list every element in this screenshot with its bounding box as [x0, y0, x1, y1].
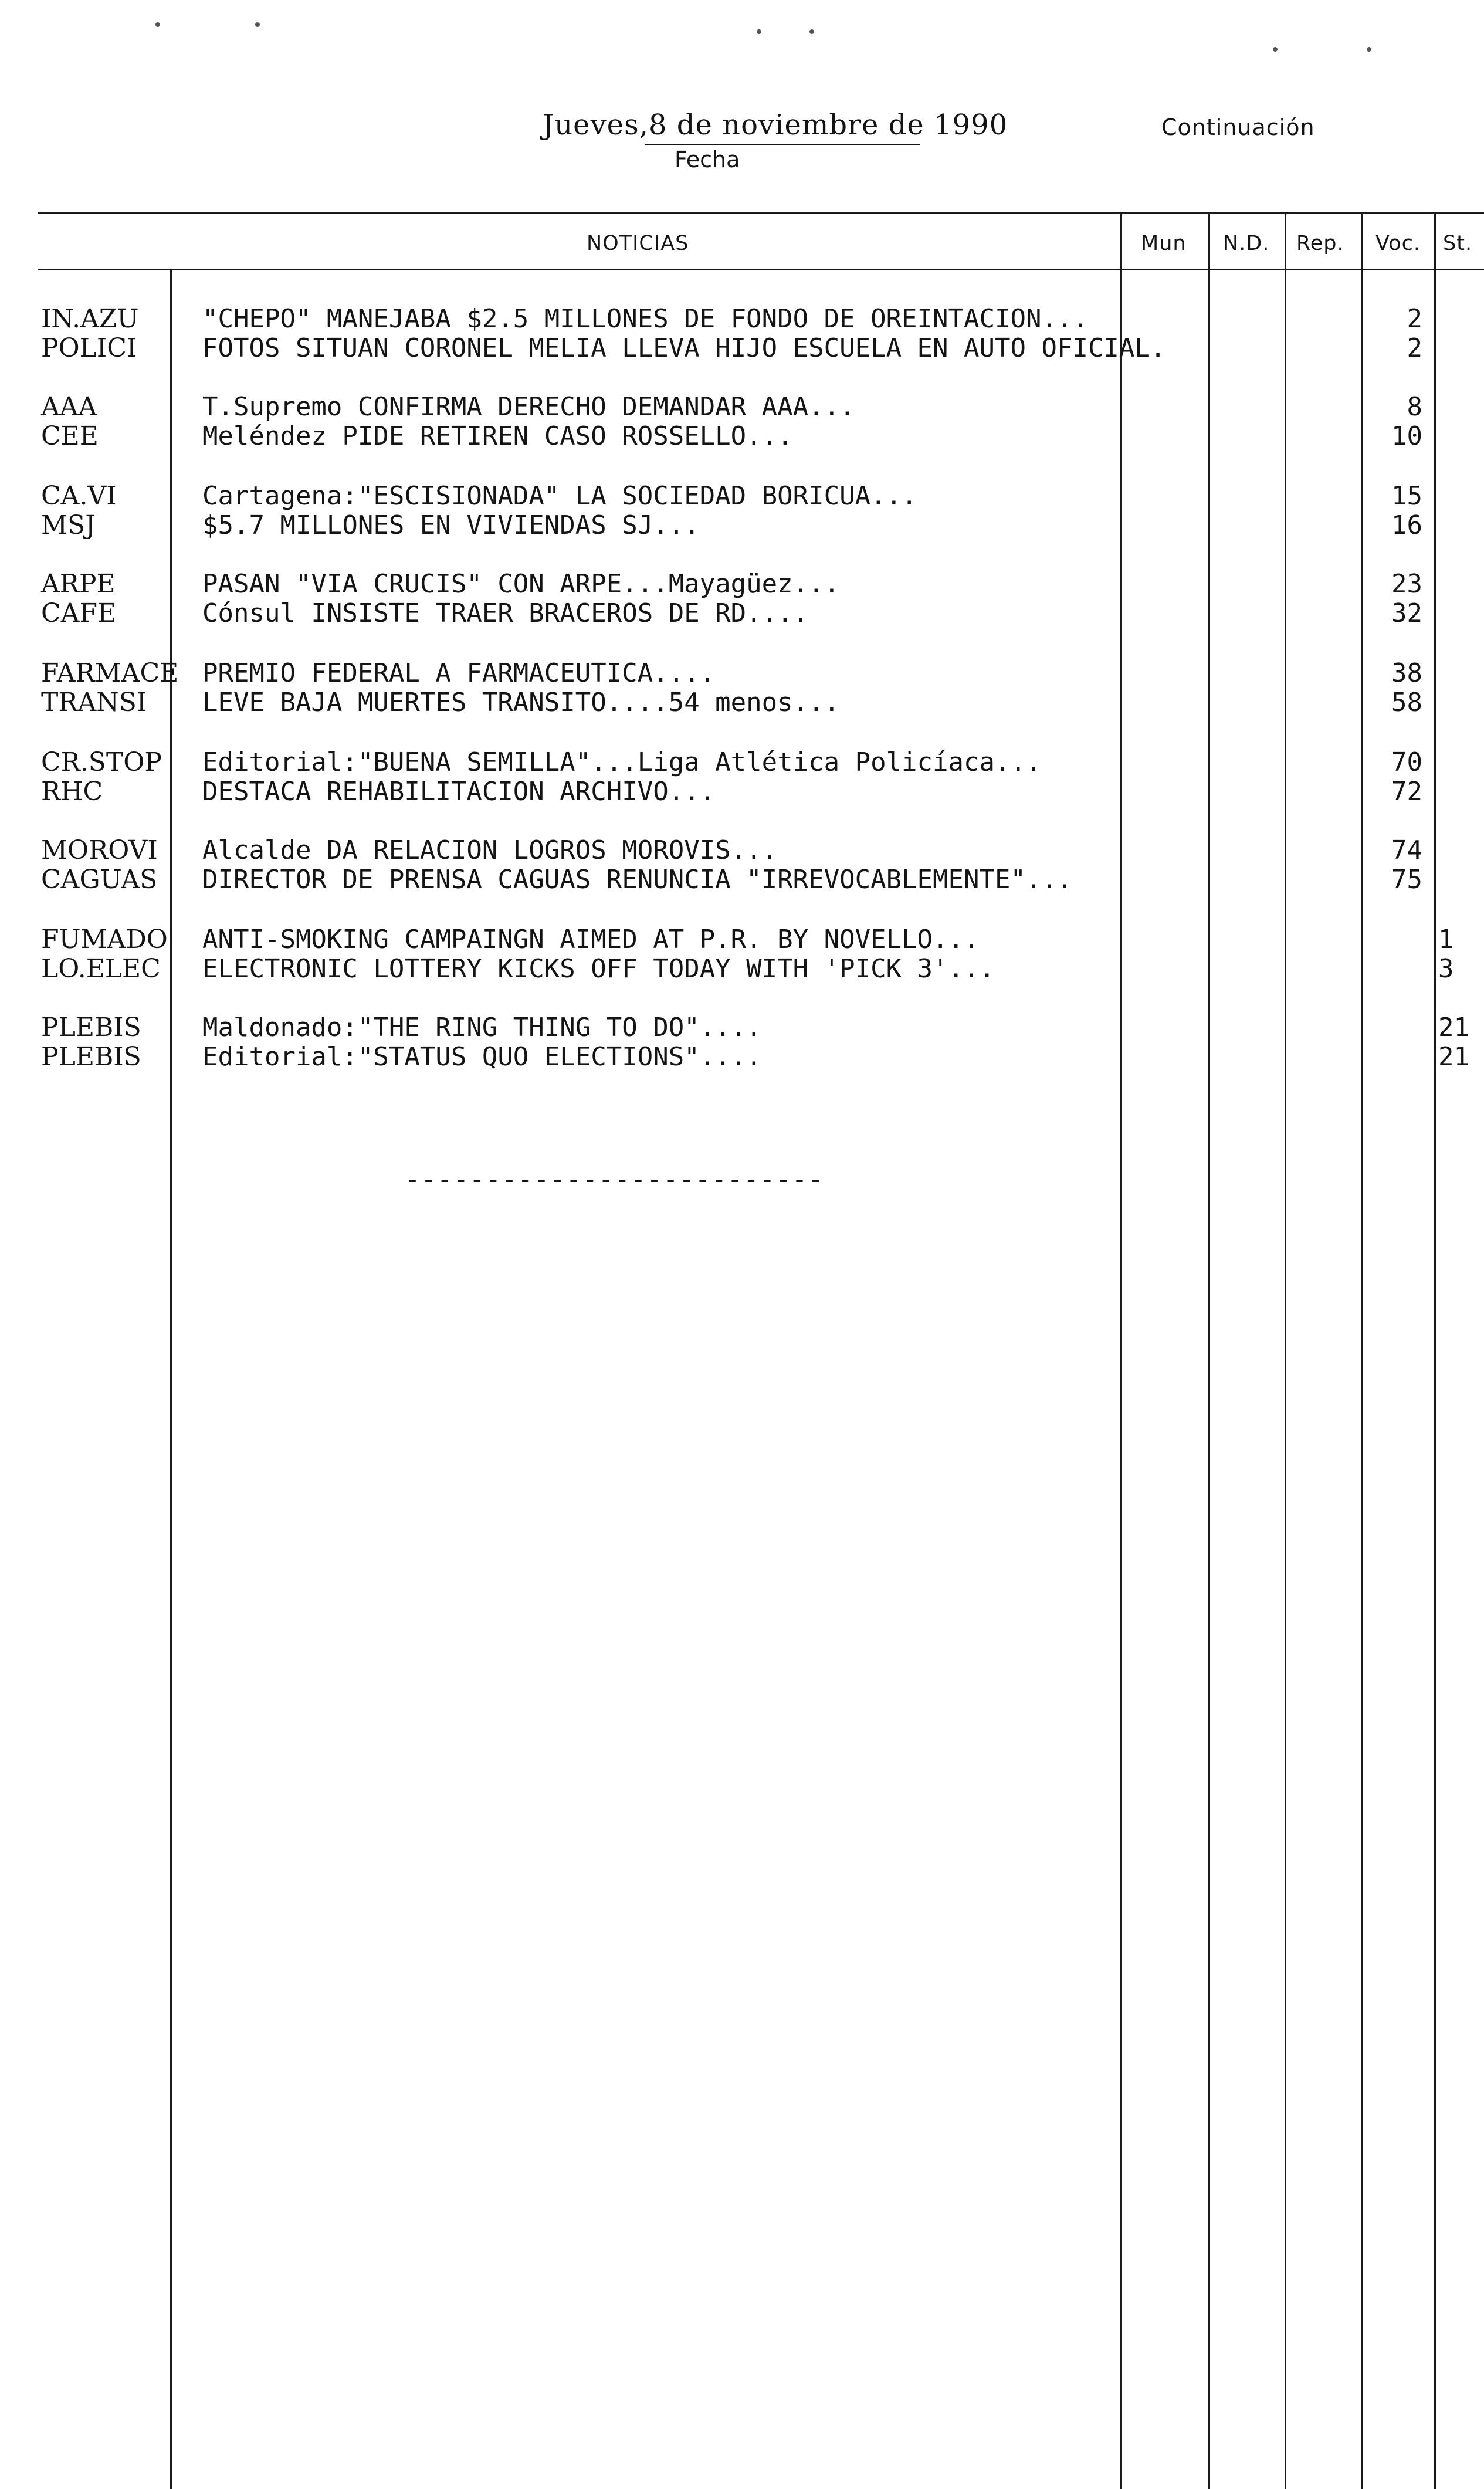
row-voc: 70 — [1391, 747, 1422, 777]
row-code: CAFE — [41, 598, 117, 628]
row-headline: Editorial:"STATUS QUO ELECTIONS".... — [202, 1042, 762, 1072]
scan-speck — [155, 22, 160, 27]
date-underline — [645, 144, 920, 145]
row-code: IN.AZU — [41, 304, 139, 334]
row-voc: 72 — [1391, 777, 1422, 807]
row-voc: 10 — [1391, 421, 1422, 451]
row-headline: Cartagena:"ESCISIONADA" LA SOCIEDAD BORICUA... — [202, 481, 917, 511]
row-st: 21 — [1438, 1012, 1469, 1042]
row-voc: 2 — [1407, 333, 1422, 363]
table-top-rule — [38, 212, 1484, 214]
row-code: PLEBIS — [41, 1012, 141, 1042]
date-line: Jueves,8 de noviembre de 1990 — [543, 109, 1008, 141]
rep-header: Rep. — [1296, 232, 1344, 255]
row-code: AAA — [41, 392, 97, 422]
scan-speck — [255, 22, 260, 27]
voc-header: Voc. — [1375, 232, 1421, 255]
voc-column-rule — [1361, 212, 1363, 2489]
row-headline: Alcalde DA RELACION LOGROS MOROVIS... — [202, 835, 778, 865]
row-code: TRANSI — [41, 688, 147, 717]
row-headline: FOTOS SITUAN CORONEL MELIA LLEVA HIJO ESCUELA EN AUTO OFICIAL. — [202, 333, 1166, 363]
row-voc: 2 — [1407, 304, 1422, 334]
row-code: PLEBIS — [41, 1042, 141, 1072]
row-voc: 16 — [1391, 510, 1422, 540]
row-voc: 75 — [1391, 865, 1422, 895]
row-code: CEE — [41, 421, 99, 451]
row-voc: 8 — [1407, 392, 1422, 422]
row-code: ARPE — [41, 569, 116, 599]
row-voc: 38 — [1391, 658, 1422, 688]
scan-speck — [809, 29, 814, 34]
row-code: MOROVI — [41, 835, 158, 865]
nd-column-rule — [1208, 212, 1210, 2489]
nd-header: N.D. — [1223, 232, 1270, 255]
st-header: St. — [1443, 232, 1473, 255]
continuation-label: Continuación — [1161, 114, 1315, 140]
row-headline: Cónsul INSISTE TRAER BRACEROS DE RD.... — [202, 598, 809, 628]
row-code: RHC — [41, 777, 103, 807]
row-voc: 15 — [1391, 481, 1422, 511]
row-code: LO.ELEC — [41, 954, 161, 984]
table-header-rule — [38, 269, 1484, 270]
row-code: CR.STOP — [41, 747, 162, 777]
row-st: 21 — [1438, 1042, 1469, 1072]
rep-column-rule — [1285, 212, 1286, 2489]
row-headline: ANTI-SMOKING CAMPAINGN AIMED AT P.R. BY NOVELLO... — [202, 925, 980, 954]
row-headline: ELECTRONIC LOTTERY KICKS OFF TODAY WITH 'PICK 3'... — [202, 954, 995, 984]
row-headline: "CHEPO" MANEJABA $2.5 MILLONES DE FONDO DE OREINTACION... — [202, 304, 1088, 334]
scan-speck — [757, 29, 761, 34]
noticias-header: NOTICIAS — [587, 232, 689, 255]
row-code: CA.VI — [41, 481, 117, 511]
row-headline: LEVE BAJA MUERTES TRANSITO....54 menos... — [202, 688, 840, 717]
row-headline: T.Supremo CONFIRMA DERECHO DEMANDAR AAA... — [202, 392, 855, 422]
row-voc: 58 — [1391, 688, 1422, 717]
end-separator: -------------------------- — [405, 1164, 824, 1194]
mun-header: Mun — [1141, 232, 1187, 255]
row-st: 1 — [1438, 925, 1454, 954]
row-voc: 32 — [1391, 598, 1422, 628]
row-headline: Maldonado:"THE RING THING TO DO".... — [202, 1012, 762, 1042]
code-column-rule — [170, 269, 172, 2489]
row-code: FUMADO — [41, 925, 168, 954]
row-headline: Meléndez PIDE RETIREN CASO ROSSELLO... — [202, 421, 793, 451]
row-headline: PASAN "VIA CRUCIS" CON ARPE...Mayagüez... — [202, 569, 840, 599]
mun-column-rule — [1120, 212, 1122, 2489]
row-code: FARMACE — [41, 658, 179, 688]
scan-speck — [1367, 47, 1371, 52]
row-code: CAGUAS — [41, 865, 158, 895]
row-voc: 74 — [1391, 835, 1422, 865]
row-headline: PREMIO FEDERAL A FARMACEUTICA.... — [202, 658, 716, 688]
scan-speck — [1273, 47, 1278, 52]
fecha-label: Fecha — [675, 147, 740, 172]
row-headline: DESTACA REHABILITACION ARCHIVO... — [202, 777, 716, 807]
row-headline: $5.7 MILLONES EN VIVIENDAS SJ... — [202, 510, 700, 540]
row-voc: 23 — [1391, 569, 1422, 599]
row-st: 3 — [1438, 954, 1454, 984]
row-headline: DIRECTOR DE PRENSA CAGUAS RENUNCIA "IRREVOCABLEMENTE"... — [202, 865, 1073, 895]
row-code: MSJ — [41, 510, 96, 540]
row-code: POLICI — [41, 333, 137, 363]
row-headline: Editorial:"BUENA SEMILLA"...Liga Atlética Policíaca... — [202, 747, 1042, 777]
st-column-rule — [1434, 212, 1436, 2489]
